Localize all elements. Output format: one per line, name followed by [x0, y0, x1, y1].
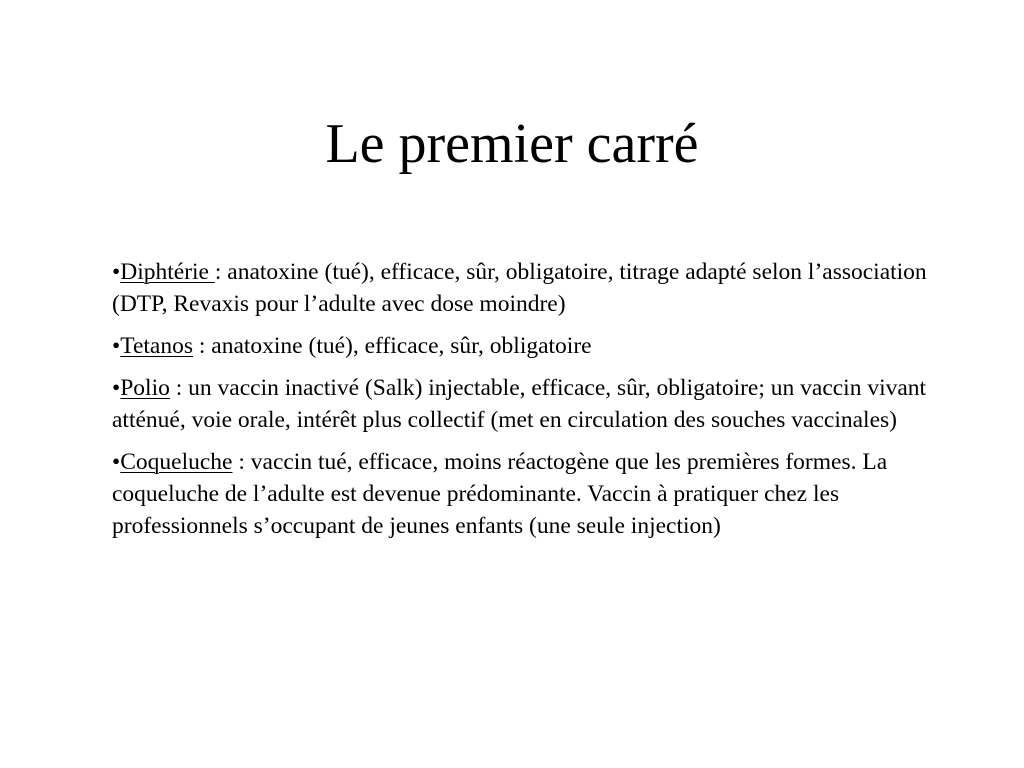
bullet-item-coqueluche: [112, 446, 962, 542]
bullet-marker: •: [112, 333, 121, 359]
description-tetanos: : anatoxine (tué), efficace, sûr, obligatoire: [192, 333, 592, 359]
bullet-marker: •: [112, 449, 121, 475]
term-polio: Polio: [120, 375, 170, 401]
slide-title: Le premier carré: [325, 113, 699, 175]
bullet-list: [112, 256, 962, 552]
term-coqueluche: Coqueluche: [120, 449, 233, 475]
bullet-item-polio: [112, 372, 962, 436]
description-coqueluche: : vaccin tué, efficace, moins réactogène que les premières formes. La coqueluche de l’adulte est devenue prédominante. Vaccin à pratiquer chez les professionnels s’occupant de jeunes enfants (une seule injection): [112, 449, 888, 539]
bullet-marker: •: [112, 259, 121, 285]
description-diphterie: : anatoxine (tué), efficace, sûr, obligatoire, titrage adapté selon l’association (DTP, Revaxis pour l’adulte avec dose moindre): [112, 259, 927, 317]
term-diphterie: Diphtérie: [120, 259, 215, 285]
term-tetanos: Tetanos: [120, 333, 193, 359]
bullet-item-diphterie: [112, 256, 962, 320]
bullet-item-tetanos: [112, 330, 962, 362]
description-polio: : un vaccin inactivé (Salk) injectable, efficace, sûr, obligatoire; un vaccin vivant atténué, voie orale, intérêt plus collectif (met en circulation des souches vaccinales): [112, 375, 927, 433]
bullet-marker: •: [112, 375, 121, 401]
